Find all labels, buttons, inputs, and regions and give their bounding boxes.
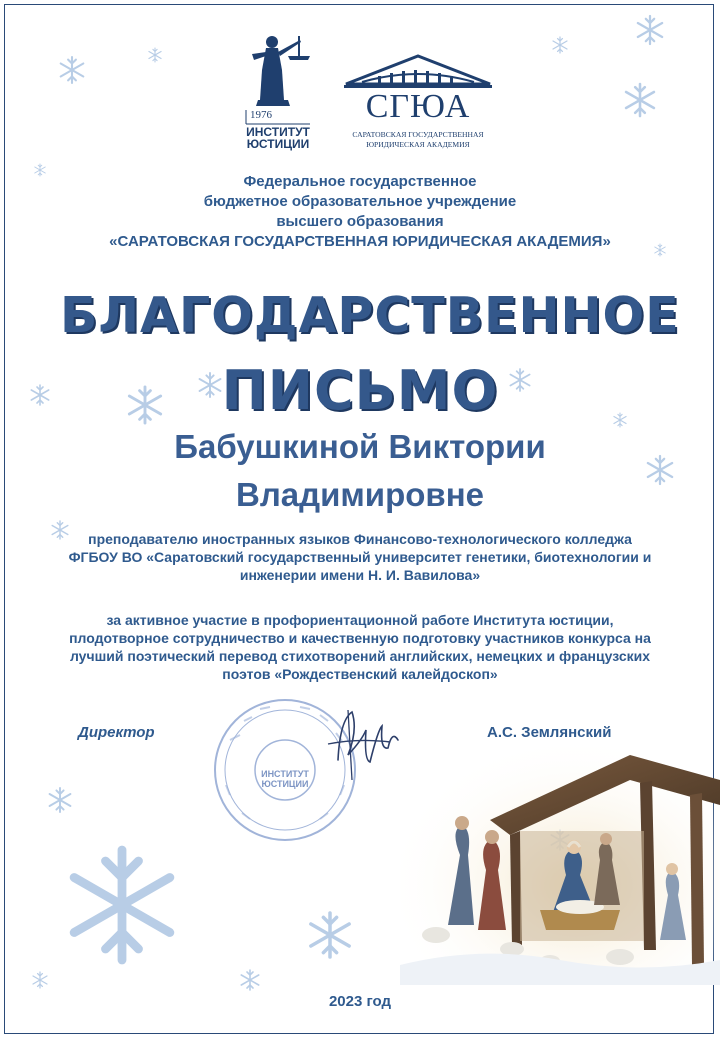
recipient-position bbox=[20, 530, 700, 584]
institute-logo-line1: ИНСТИТУТ bbox=[246, 125, 310, 139]
nativity-scene-image bbox=[400, 735, 720, 985]
merit-line: за активное участие в профориентационной работе Института юстиции, bbox=[106, 612, 614, 628]
stamp-line2: ЮСТИЦИИ bbox=[261, 779, 309, 789]
snowflake-icon bbox=[626, 84, 654, 116]
snowflake-icon bbox=[553, 37, 567, 53]
merit-line: лучший поэтический перевод стихотворений английских, немецких и французских bbox=[69, 648, 651, 664]
organization-name bbox=[40, 172, 680, 252]
institute-logo bbox=[238, 30, 318, 150]
position-line: ФГБОУ ВО «Саратовский государственный университет генетики, биотехнологии и bbox=[68, 549, 652, 565]
org-line: высшего образования bbox=[276, 213, 444, 230]
title-text: ПИСЬМО bbox=[221, 359, 499, 422]
snowflake-icon bbox=[311, 913, 349, 957]
document-title-line2 bbox=[60, 359, 660, 422]
document-year: 2023 год bbox=[328, 993, 392, 1010]
academy-line1: САРАТОВСКАЯ ГОСУДАРСТВЕННАЯ bbox=[352, 130, 484, 139]
org-line: бюджетное образовательное учреждение bbox=[203, 193, 517, 210]
recipient-name-line2: Владимировне bbox=[236, 476, 484, 513]
institute-logo-line2: ЮСТИЦИИ bbox=[246, 137, 310, 151]
snowflake-icon bbox=[74, 850, 170, 960]
academy-abbr: СГЮА bbox=[365, 88, 471, 125]
title-text: БЛАГОДАРСТВЕННОЕ bbox=[60, 287, 680, 344]
position-line: преподавателю иностранных языков Финансово-технологического колледжа bbox=[88, 531, 632, 547]
snowflake-icon bbox=[61, 57, 84, 83]
signatory-title: Директор bbox=[78, 724, 155, 741]
snowflake-icon bbox=[638, 16, 662, 44]
merit-text bbox=[20, 611, 700, 683]
snowflake-icon bbox=[241, 970, 258, 990]
org-line: Федеральное государственное bbox=[243, 173, 477, 190]
stamp-line1: ИНСТИТУТ bbox=[261, 769, 309, 779]
merit-line: плодотворное сотрудничество и качественную подготовку участников конкурса на bbox=[69, 630, 651, 646]
academy-line2: ЮРИДИЧЕСКАЯ АКАДЕМИЯ bbox=[366, 140, 470, 149]
position-line: инженерии имени Н. И. Вавилова» bbox=[239, 567, 481, 583]
document-title-line1 bbox=[60, 287, 680, 344]
logo-year: 1976 bbox=[250, 109, 272, 121]
snowflake-icon bbox=[33, 972, 47, 988]
temple-icon bbox=[338, 52, 498, 92]
snowflake-icon bbox=[31, 385, 48, 405]
merit-line: поэтов «Рождественский калейдоскоп» bbox=[222, 666, 498, 682]
recipient-name-line1: Бабушкиной Виктории bbox=[174, 428, 546, 465]
signature-icon bbox=[318, 700, 408, 790]
signatory-name: А.С. Землянский bbox=[487, 724, 612, 741]
themis-statue-icon bbox=[238, 30, 318, 126]
academy-logo bbox=[338, 52, 498, 152]
org-line: «САРАТОВСКАЯ ГОСУДАРСТВЕННАЯ ЮРИДИЧЕСКАЯ АКАДЕМИЯ» bbox=[109, 233, 611, 250]
snowflake-icon bbox=[149, 48, 161, 62]
snowflake-icon bbox=[50, 788, 71, 812]
